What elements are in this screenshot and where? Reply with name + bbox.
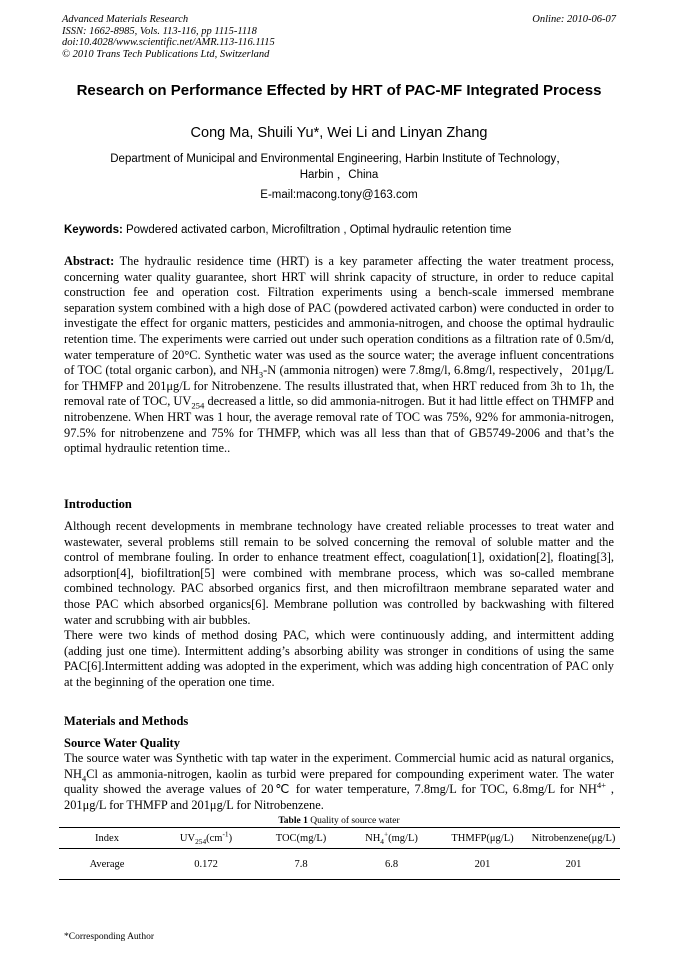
abstract-text-1: The hydraulic residence time (HRT) is a key parameter affecting the water treatment process, concerning water quality guarantee, short HRT will shrink capacity of structure, in order to reduce capital construction fee and operation cost. Filtration experiments using a bench-scale immersed membrane separation system combined with a high dose of PAC (powdered activated carbon) were conducted in order to investigate the effect for organic matters, pesticides and ammonia-nitrogen, and choose the optimal hydraulic retention time. The experiments were carried out under such operation conditions as a filtration rate of 0.5m/d, water temperature of 20°C. Synthetic water was used as the source water; the average influent concentrations of TOC (total organic carbon), and NH <box>64 254 614 378</box>
table-header-row <box>59 828 620 849</box>
table-caption-text: Quality of source water <box>307 816 400 826</box>
abstract-label: Abstract: <box>64 254 115 268</box>
source-water-text-1: The source water was Synthetic with tap water in the experiment. Commercial humic acid as natural organics, NH <box>64 751 614 781</box>
journal-doi: doi:10.4028/www.scientific.net/AMR.113-116.1115 <box>62 37 275 49</box>
source-water-sup-1: 4+ <box>596 780 607 791</box>
keywords-label: Keywords: <box>64 224 123 236</box>
methods-heading: Materials and Methods <box>64 714 189 728</box>
journal-header <box>62 14 275 60</box>
cell-toc: 7.8 <box>257 849 345 880</box>
table-row <box>59 849 620 880</box>
col-uv-sup: -1 <box>222 829 229 838</box>
abstract-sub-2: 254 <box>191 400 205 411</box>
col-uv-sub: 254 <box>195 836 207 846</box>
col-nitrobenzene: Nitrobenzene(μg/L) <box>527 828 620 849</box>
introduction-heading: Introduction <box>64 497 132 511</box>
source-water-heading: Source Water Quality <box>64 736 180 750</box>
paper-authors: Cong Ma, Shuili Yu*, Wei Li and Linyan Zhang <box>190 125 488 141</box>
abstract-text-2: -N (ammonia nitrogen) were 7.8mg/l, 6.8mg/l, respectively，201μg/L for THMFP and 201μg/L for Nitrobenzene. The results illustrated that, when HRT reduced from 3h to 1h, the removal rate of TOC, UV <box>64 363 614 409</box>
source-water-text-2: Cl as ammonia-nitrogen, kaolin as turbid were prepared for compounding experiment water. The water quality showed the average values of 20℃ for water temperature, 7.8mg/L for TOC, 6.8mg/L for NH <box>64 766 614 797</box>
abstract-sub-1: 3 <box>258 369 264 380</box>
introduction-paragraph-1: Although recent developments in membrane technology have created reliable processes to treat water and wastewater, several problems still remain to be solved concerning the removal of soluble matter and the control of membrane fouling. In order to enhance treatment effect, coagulation[1], oxidation[2], floating[3], adsorption[4], biofiltration[5] were combined with membrane process, which was so-called membrane combined technology. PAC absorbed organics first, and then microfiltraon membrane separated water and those PAC which absorbed organics[6]. Membrane pollution was controlled by backwashing with filtered water and scrubbing with air bubbles. <box>64 519 614 627</box>
affiliation-line-1: Department of Municipal and Environmental Engineering, Harbin Institute of Technology， <box>110 153 568 165</box>
journal-copyright: © 2010 Trans Tech Publications Ltd, Switzerland <box>62 48 270 60</box>
cell-nitrobenzene: 201 <box>527 849 620 880</box>
paper-title: Research on Performance Effected by HRT of PAC-MF Integrated Process <box>76 82 602 99</box>
abstract-text-3: decreased a little, so did ammonia-nitrogen. But it had little effect on THMFP and nitrobenzene. When HRT was 1 hour, the average removal rate of TOC was 75%, 92% for ammonia-nitrogen, 97.5% for nitrobenzene and 75% for THMFP, which was all less than that of GB5749-2006 and that’s the optimal hydraulic retention time.. <box>64 394 614 456</box>
online-date: Online: 2010-06-07 <box>532 14 616 25</box>
col-nh-sub: 4 <box>380 836 384 846</box>
affiliation <box>64 151 614 183</box>
source-water-text-3: , 201μg/L for THMFP and 201μg/L for Nitrobenzene. <box>64 782 614 812</box>
author-email: E-mail:macong.tony@163.com <box>260 189 418 201</box>
col-nh-unit: (mg/L) <box>388 832 418 844</box>
source-water-sub-1: 4 <box>81 773 87 784</box>
col-uv-main: UV <box>179 832 196 844</box>
col-nh4 <box>345 828 438 849</box>
introduction-body <box>64 519 614 691</box>
affiliation-line-2: Harbin ，China <box>299 169 379 181</box>
source-water-text <box>64 751 614 813</box>
footnote: *Corresponding Author <box>64 932 154 942</box>
col-uv254 <box>155 828 257 849</box>
source-water-table <box>59 827 620 880</box>
abstract <box>64 254 614 457</box>
cell-uv254: 0.172 <box>155 849 257 880</box>
col-uv-close: ) <box>228 832 233 844</box>
journal-issn: ISSN: 1662-8985, Vols. 113-116, pp 1115-1118 <box>62 25 257 37</box>
keywords <box>64 223 614 238</box>
col-nh-sup: + <box>383 829 389 838</box>
cell-nh4: 6.8 <box>345 849 438 880</box>
col-nh-main: NH <box>365 832 381 844</box>
col-uv-unit: (cm <box>206 832 223 844</box>
cell-thmfp: 201 <box>438 849 527 880</box>
col-toc: TOC(mg/L) <box>257 828 345 849</box>
cell-row-label: Average <box>59 849 155 880</box>
keywords-text: Powdered activated carbon, Microfiltration , Optimal hydraulic retention time <box>122 224 512 236</box>
col-index: Index <box>59 828 155 849</box>
introduction-paragraph-2: There were two kinds of method dosing PAC, which were continuously adding, and intermittent adding (adding just one time). Intermittent adding’s absorbing ability was stronger in conditions of using the same PAC[6].Intermittent adding was adopted in the experiment, which was adding high concentration of PAC only at the beginning of the operation one time. <box>64 628 614 689</box>
table-caption-label: Table 1 <box>278 816 308 826</box>
table-caption <box>64 816 614 827</box>
col-thmfp: THMFP(μg/L) <box>438 828 527 849</box>
journal-name: Advanced Materials Research <box>62 14 189 25</box>
